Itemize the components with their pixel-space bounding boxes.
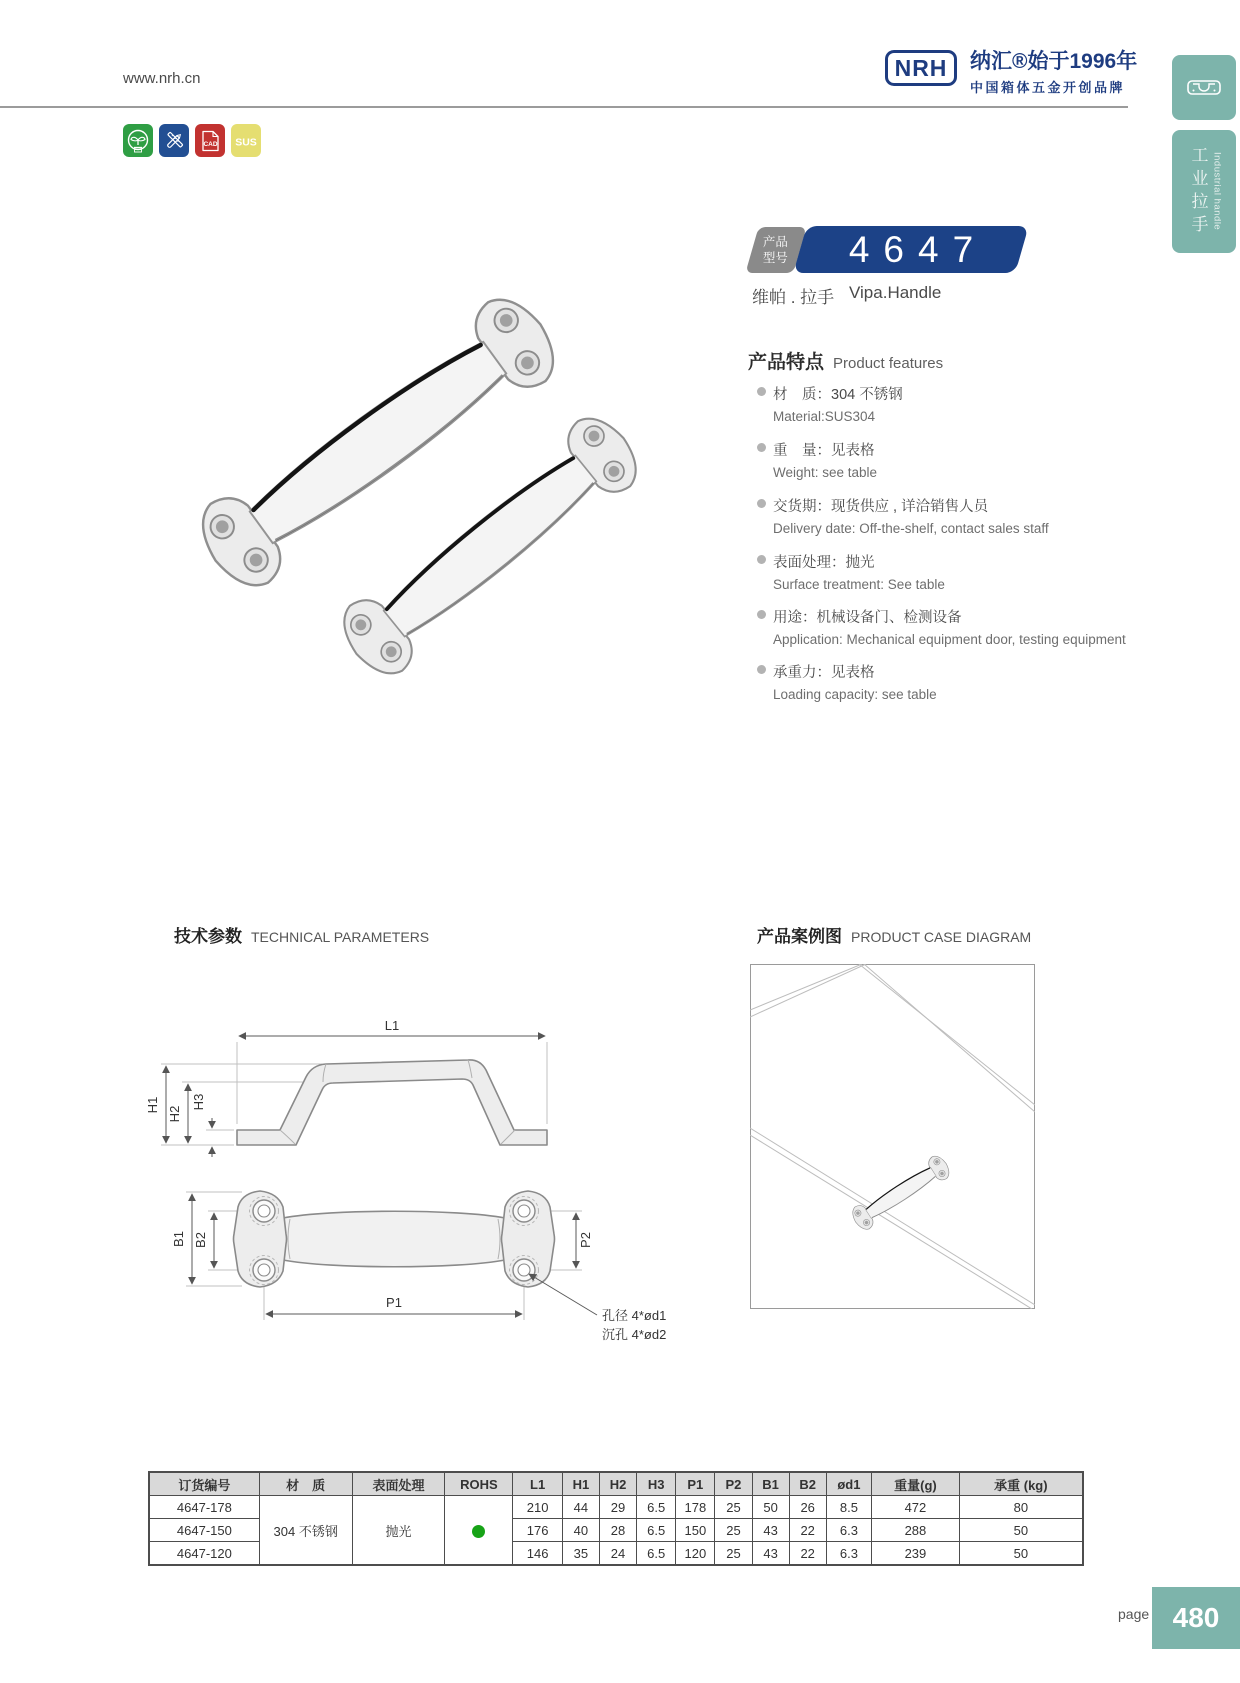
brand-header: [885, 50, 1137, 96]
bullet-icon: [757, 443, 766, 452]
surface-cell: 抛光: [352, 1496, 445, 1566]
svg-text:P2: P2: [578, 1232, 593, 1248]
svg-text:B2: B2: [193, 1232, 208, 1248]
cad-icon: [195, 124, 225, 157]
material-cell: 304 不锈钢: [259, 1496, 352, 1566]
bullet-icon: [757, 387, 766, 396]
table-row: 4647-120 146 35 24 6.5 120 25 43 22 6.3 239 50: [149, 1542, 1083, 1566]
page-label: page: [1118, 1606, 1150, 1622]
sidebar-tab-handle-category[interactable]: [1172, 55, 1236, 120]
sidebar-tab-industrial-handle[interactable]: [1172, 130, 1236, 253]
certification-icons: [123, 124, 261, 157]
case-handle-rendering: [849, 1152, 954, 1233]
svg-text:B1: B1: [171, 1231, 186, 1247]
product-case-diagram: [750, 964, 1035, 1309]
svg-text:SUS: SUS: [235, 136, 257, 148]
feature-weight: 重 量：见表格 Weight: see table: [757, 439, 1177, 480]
features-title-cn: 产品特点: [748, 352, 825, 373]
hole-note-line2: 沉孔 4*ød2: [602, 1327, 667, 1342]
nrh-logo: NRH: [885, 50, 957, 86]
design-tools-icon: [159, 124, 189, 157]
hole-note-line1: 孔径 4*ød1: [602, 1308, 667, 1323]
eco-icon: [123, 124, 153, 157]
category-label-en: Industrial handle: [1211, 152, 1223, 231]
table-header-row: 订货编号 材 质 表面处理 ROHS L1 H1 H2 H3 P1 P2 B1 B2 ød1 重量(g) 承重 (kg): [149, 1472, 1083, 1496]
feature-delivery: 交货期：现货供应 , 详洽销售人员 Delivery date: Off-the-shelf, contact sales staff: [757, 495, 1177, 536]
svg-text:P1: P1: [386, 1295, 402, 1310]
svg-text:H2: H2: [167, 1105, 182, 1123]
model-tag-line1: 产品: [763, 234, 789, 249]
case-handle-icon: [1185, 75, 1223, 101]
technical-section-header: 技术参数 TECHNICAL PARAMETERS: [174, 927, 430, 946]
brand-title: 纳汇®始于1996年: [970, 50, 1138, 73]
bullet-icon: [757, 555, 766, 564]
rohs-indicator: [472, 1525, 485, 1538]
model-tag-line2: 型号: [763, 251, 789, 265]
page-number-box: [1152, 1587, 1240, 1649]
bullet-icon: [757, 499, 766, 508]
svg-text:L1: L1: [384, 1018, 400, 1033]
feature-material: 材 质：304 不锈钢 Material:SUS304: [757, 383, 1177, 424]
category-label-cn: 工业拉手: [1188, 145, 1208, 238]
model-banner: [793, 226, 1028, 273]
feature-surface: 表面处理：抛光 Surface treatment: See table: [757, 551, 1177, 592]
svg-text:H1: H1: [145, 1096, 160, 1114]
features-title-en: Product features: [833, 355, 944, 372]
bullet-icon: [757, 610, 766, 619]
case-section-header: 产品案例图 PRODUCT CASE DIAGRAM: [757, 927, 1032, 946]
product-name-cn: 维帕 . 拉手: [752, 288, 835, 307]
table-row: 4647-178 304 不锈钢 抛光 210 44 29 6.5 178 25 50 26 8.5 472 80: [149, 1496, 1083, 1519]
sus-icon: [231, 124, 261, 157]
page-number: 480: [1172, 1602, 1220, 1633]
brand-subtitle: 中国箱体五金开创品牌: [970, 80, 1126, 96]
table-row: 4647-150 176 40 28 6.5 150 25 43 22 6.3 288 50: [149, 1519, 1083, 1542]
features-title: [748, 347, 943, 374]
feature-loading: 承重力：见表格 Loading capacity: see table: [757, 661, 1177, 702]
spec-table: [148, 1471, 1084, 1566]
product-name-en: Vipa.Handle: [849, 283, 942, 302]
feature-application: 用途：机械设备门、检测设备 Application: Mechanical equipment door, testing equipment: [757, 606, 1177, 647]
svg-text:H3: H3: [191, 1093, 206, 1111]
svg-text:CAD: CAD: [203, 140, 218, 148]
technical-drawing: [130, 948, 790, 1350]
rohs-cell: [445, 1496, 513, 1566]
model-number: 4647: [848, 228, 988, 270]
website-url[interactable]: www.nrh.cn: [123, 70, 201, 87]
bullet-icon: [757, 665, 766, 674]
header-divider: [0, 106, 1128, 108]
